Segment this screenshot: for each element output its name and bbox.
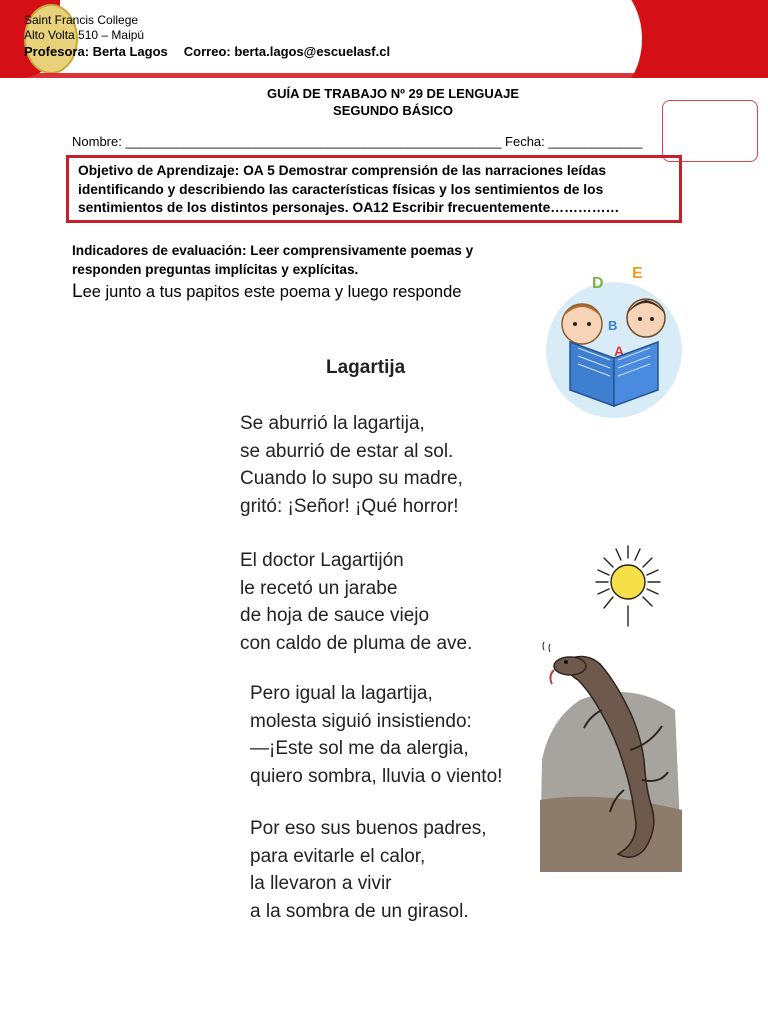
poem-stanza-1 [240, 410, 463, 520]
lizard-illustration [540, 640, 685, 872]
poem-title: Lagartija [326, 357, 406, 378]
instruction-text: ee junto a tus papitos este poema y luego responde [82, 283, 462, 301]
poem-stanza-4 [250, 815, 487, 925]
teacher-contact [24, 44, 390, 59]
guide-grade: SEGUNDO BÁSICO [333, 103, 453, 118]
learning-objective-box: Objetivo de Aprendizaje: OA 5 Demostrar comprensión de las narraciones leídas identificando y describiendo las características físicas y los sentimientos de los sentimientos de los distintos personajes. OA12 Escribir frecuentemente…………… [66, 155, 682, 223]
poem-line: Cuando lo supo su madre, [240, 468, 463, 489]
poem-line: molesta siguió insistiendo: [250, 710, 472, 732]
poem-line: a la sombra de un girasol. [250, 900, 469, 922]
evaluation-indicators: Indicadores de evaluación: Leer comprensivamente poemas y responden preguntas implícitas y explícitas. [72, 243, 474, 277]
poem-line: se aburrió de estar al sol. [240, 440, 454, 462]
poem-line: le recetó un jarabe [240, 577, 398, 599]
school-address: Alto Volta 510 – Maipú [24, 28, 145, 42]
reading-instruction [72, 281, 461, 303]
poem-line: para evitarle el calor, [250, 845, 426, 867]
poem-line: El doctor Lagartijón [240, 550, 404, 571]
letter-b: B [608, 318, 618, 333]
school-name: Saint Francis College [24, 13, 139, 27]
poem-line: Pero igual la lagartija, [250, 683, 433, 704]
banner-curve [556, 0, 642, 78]
teacher-name: Profesora: Berta Lagos [24, 44, 168, 59]
poem-line: quiero sombra, lluvia o viento! [250, 765, 503, 787]
poem-line: gritó: ¡Señor! ¡Qué horror! [240, 495, 459, 517]
letter-a: A [614, 343, 625, 359]
poem-line: de hoja de sauce viejo [240, 605, 430, 626]
poem-stanza-3 [250, 680, 502, 790]
guide-title: GUÍA DE TRABAJO Nº 29 DE LENGUAJE [266, 86, 520, 101]
letter-e: E [632, 265, 643, 282]
sun-illustration [592, 544, 664, 630]
poem-line: Se aburrió la lagartija, [240, 413, 425, 434]
grade-box [662, 100, 758, 162]
name-date-line: Nombre: ____________________________________________________ Fecha: _____________ [72, 134, 643, 149]
poem-line: —¡Este sol me da alergia, [250, 738, 469, 759]
letter-d: D [592, 275, 604, 292]
poem-line: Por eso sus buenos padres, [250, 818, 487, 839]
banner-bottom-stripe [0, 73, 768, 78]
poem-line: con caldo de pluma de ave. [240, 632, 473, 654]
poem-line: la llevaron a vivir [250, 873, 392, 894]
poem-stanza-2 [240, 547, 472, 657]
kids-reading-illustration [540, 258, 690, 423]
instruction-initial: L [72, 281, 83, 302]
teacher-email: Correo: berta.lagos@escuelasf.cl [183, 44, 391, 59]
